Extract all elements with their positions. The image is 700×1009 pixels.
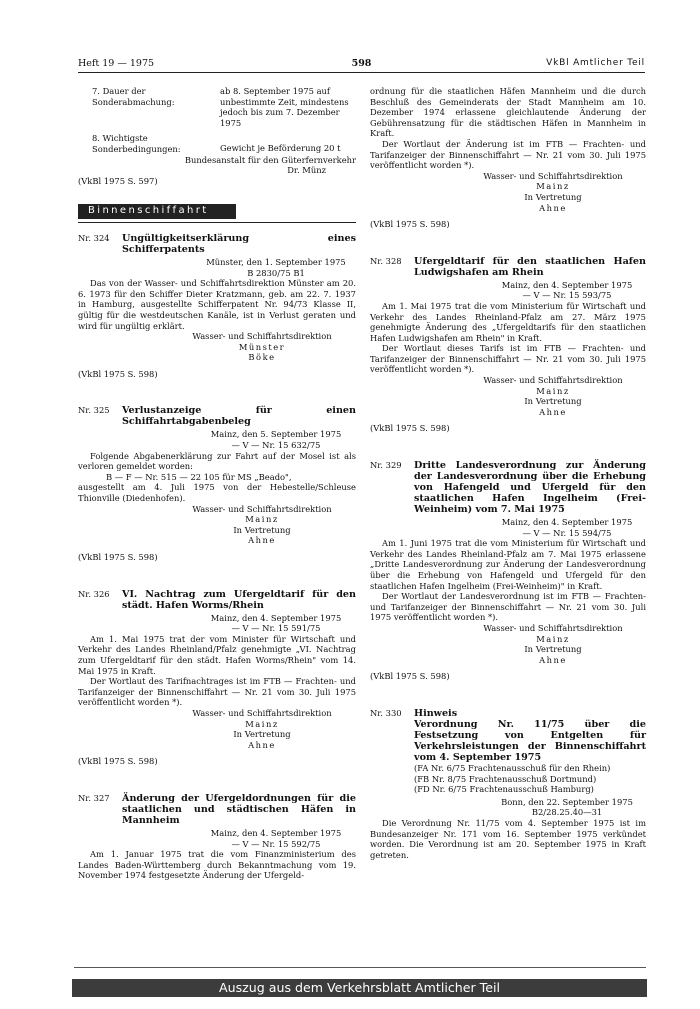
page-number: 598 (351, 58, 372, 69)
signature: Wasser- und Schiffahrtsdirektion Mainz In Vertretung Ahne (483, 375, 623, 417)
article-325: Nr. 325 Verlustanzeige für einen Schiffahrtabgabenbeleg Mainz, den 5. September 1975 — V — Nr. 15 632/75 Folgende Abgabenerklärung zur Fahrt auf der Mosel ist als verloren gemeldet worden: B — F — Nr. 515 — 22 105 für MS „Beado", ausgestellt am 4. Juli 1975 von der Hebestelle/Schleuse Thionville (Diedenhofen). Wasser- und Schiffahrtsdirektion Mainz In Vertretung Ahne (VkBl 1975 S. 598) (78, 405, 356, 562)
signature: Wasser- und Schiffahrtsdirektion Mainz In Vertretung Ahne (192, 707, 332, 750)
article-title: VI. Nachtrag zum Ufergeldtarif für den städt. Hafen Worms/Rhein (122, 588, 356, 611)
article-number: Nr. 328 (370, 255, 402, 266)
reference: (VkBl 1975 S. 598) (78, 552, 158, 562)
article-number: Nr. 326 (78, 588, 110, 599)
article-329: Nr. 329 Dritte Landesverordnung zur Änderung der Landesverordnung über die Erhebung von Hafengeld und Ufergeld für den staatlichen Hafen Ingelheim (Frei-Weinheim) vom 7. Mai 1975 Mainz, den 4. September 1975 — V — Nr. 15 594/75 Am 1. Juni 1975 trat die vom Ministerium für Wirtschaft und Verkehr des Landes Rheinland-Pfalz am 7. Mai 1975 erlassene „Dritte Landesverordnung zur Änderung der Landesverordnung über die Erhebung von Hafengeld und Ufergeld für den staatlichen Hafen Ingelheim (Frei-Weinheim)" in Kraft. Der Wortlaut der Landesverordnung ist im FTB — Frachten- und Tarifanzeiger der Binnenschiffahrt — Nr. 21 vom 30. Juli 1975 veröffentlicht worden *). Wasser- und Schiffahrtsdirektion Mainz In Vertretung Ahne (VkBl 1975 S. 598) (370, 460, 646, 682)
reference: (VkBl 1975 S. 598) (78, 368, 158, 379)
article-number: Nr. 330 (370, 707, 402, 718)
article-title: Verlustanzeige für einen Schiffahrtabgabenbeleg (122, 405, 356, 428)
signature: Wasser- und Schiffahrtsdirektion Mainz In Vertretung Ahne (192, 503, 332, 546)
section-rule (78, 222, 356, 223)
signature: Wasser- und Schiffahrtsdirektion Mainz In Vertretung Ahne (483, 170, 623, 213)
article-number: Nr. 327 (78, 792, 110, 803)
article-327-continued: ordnung für die staatlichen Häfen Mannheim und die durch Beschluß des Gemeinderats der Stadt Mannheim am 10. Dezember 1974 erlassene gleichlautende Änderung der Gebührensatzung für die städtischen Häfen in Mannheim in Kraft. Der Wortlaut der Änderung ist im FTB — Frachten- und Tarifanzeiger der Binnenschiffahrt — Nr. 21 vom 30. Juli 1975 veröffentlicht worden *). Wasser- und Schiffahrtsdirektion Mainz In Vertretung Ahne (VkBl 1975 S. 598) (370, 86, 646, 230)
article-328: Nr. 328 Ufergeldtarif für den staatlichen Hafen Ludwigshafen am Rhein Mainz, den 4. September 1975 — V — Nr. 15 593/75 Am 1. Mai 1975 trat die vom Ministerium für Wirtschaft und Verkehr des Landes Rheinland-Pfalz am 27. März 1975 genehmigte Änderung des „Ufergeldtarifs für den staatlichen Hafen Ludwigshafen am Rhein" in Kraft. Der Wortlaut dieses Tarifs ist im FTB — Frachten- und Tarifanzeiger der Binnenschiffahrt — Nr. 21 vom 30. Juli 1975 veröffentlicht worden *). Wasser- und Schiffahrtsdirektion Mainz In Vertretung Ahne (VkBl 1975 S. 598) (370, 255, 646, 434)
list-item: 8. Wichtigste Sonderbedingungen: Gewicht je Beförderung 20 t (92, 133, 341, 154)
journal-label: VkBl Amtlicher Teil (546, 58, 645, 68)
reference: (VkBl 1975 S. 597) (78, 175, 158, 186)
footer-banner: Auszug aus dem Verkehrsblatt Amtlicher Teil (72, 979, 647, 997)
article-kicker: Hinweis (414, 707, 458, 719)
reference: (VkBl 1975 S. 598) (370, 423, 450, 434)
left-column (78, 86, 356, 881)
article-number: Nr. 324 (78, 232, 110, 243)
article-number: Nr. 325 (78, 405, 110, 416)
reference: (VkBl 1975 S. 598) (370, 219, 450, 230)
section-banner: Binnenschiffahrt (78, 204, 236, 219)
right-column (370, 86, 646, 860)
list-item: 7. Dauer der Sonderabmachung: ab 8. September 1975 auf unbestimmte Zeit, mindestens jedoch bis zum 7. Dezember 1975 (92, 86, 349, 128)
article-title: Dritte Landesverordnung zur Änderung der Landesverordnung über die Erhebung von Hafengeld und Ufergeld für den staatlichen Hafen Ingelheim (Frei-Weinheim) vom 7. Mai 1975 (414, 460, 646, 516)
signature-authority: Bundesanstalt für den Güterfernverkehr (184, 154, 356, 165)
article-324: Nr. 324 Ungültigkeitserklärung eines Schifferpatents Münster, den 1. September 1975 B 2830/75 B1 Das von der Wasser- und Schiffahrtsdirektion Münster am 20. 6. 1973 für den Schiffer Dieter Kratzmann, geb. am 22. 7. 1937 in Hamburg, ausgestellte Schifferpatent Nr. 94/73 Klasse II, gültig für die westdeutschen Kanäle, ist in Verlust geraten und wird für ungültig erklärt. Wasser- und Schiffahrtsdirektion Münster Böke (VkBl 1975 S. 598) (78, 232, 356, 379)
article-327: Nr. 327 Änderung der Ufergeldordnungen für die staatlichen und städtischen Häfen in Mannheim Mainz, den 4. September 1975 — V — Nr. 15 592/75 Am 1. Januar 1975 trat die vom Finanzministerium des Landes Baden-Württemberg durch Bekanntmachung vom 19. November 1974 festgesetzte Änderung der Ufergeld- (78, 792, 356, 881)
header-rule (78, 72, 645, 73)
article-title: Verordnung Nr. 11/75 über die Festsetzung von Entgelten für Verkehrsleistungen der Binnenschiffahrt vom 4. September 1975 (414, 718, 646, 763)
article-title: Ungültigkeitserklärung eines Schifferpatents (122, 232, 356, 255)
issue-label: Heft 19 — 1975 (78, 58, 155, 69)
footer-rule (74, 967, 646, 968)
article-326: Nr. 326 VI. Nachtrag zum Ufergeldtarif für den städt. Hafen Worms/Rhein Mainz, den 4. September 1975 — V — Nr. 15 591/75 Am 1. Mai 1975 trat der vom Minister für Wirtschaft und Verkehr des Landes Rheinland/Pfalz genehmigte „VI. Nachtrag zum Ufergeldtarif für den städt. Hafen Worms/Rhein" vom 14. Mai 1975 in Kraft. Der Wortlaut des Tarifnachtrages ist im FTB — Frachten- und Tarifanzeiger der Binnenschiffahrt — Nr. 21 vom 30. Juli 1975 veröffentlicht worden *). Wasser- und Schiffahrtsdirektion Mainz In Vertretung Ahne (VkBl 1975 S. 598) (78, 588, 356, 767)
reference: (VkBl 1975 S. 598) (78, 756, 158, 767)
page-header (78, 58, 645, 72)
article-330: Nr. 330 Hinweis Verordnung Nr. 11/75 über die Festsetzung von Entgelten für Verkehrsleistungen der Binnenschiffahrt vom 4. September 1975 (FA Nr. 6/75 Frachtenausschuß für den Rhein) (FB Nr. 8/75 Frachtenausschuß Dortmund) (FD Nr. 6/75 Frachtenausschuß Hamburg) Bonn, den 22. September 1975 B2/28.25.40—31 Die Verordnung Nr. 11/75 vom 4. September 1975 ist im Bundesanzeiger Nr. 171 vom 16. September 1975 verkündet worden. Die Verordnung ist am 20. September 1975 in Kraft getreten. (370, 707, 646, 860)
signature-name: Dr. Münz (287, 165, 326, 176)
article-title: Ufergeldtarif für den staatlichen Hafen Ludwigshafen am Rhein (414, 255, 646, 278)
article-title: Änderung der Ufergeldordnungen für die staatlichen und städtischen Häfen in Mannheim (122, 792, 356, 826)
reference: (VkBl 1975 S. 598) (370, 671, 450, 682)
signature: Wasser- und Schiffahrtsdirektion Mainz In Vertretung Ahne (483, 622, 623, 665)
signature: Wasser- und Schiffahrtsdirektion Münster Böke (192, 331, 332, 363)
article-body: Das von der Wasser- und Schiffahrtsdirektion Münster am 20. 6. 1973 für den Schiffer Dieter Kratzmann, geb. am 22. 7. 1937 in Hamburg, ausgestellte Schifferpatent Nr. 94/73 Klasse II, gültig für die westdeutschen Kanäle, ist in Verlust geraten und wird für ungültig erklärt. (78, 278, 356, 331)
article-number: Nr. 329 (370, 460, 402, 471)
